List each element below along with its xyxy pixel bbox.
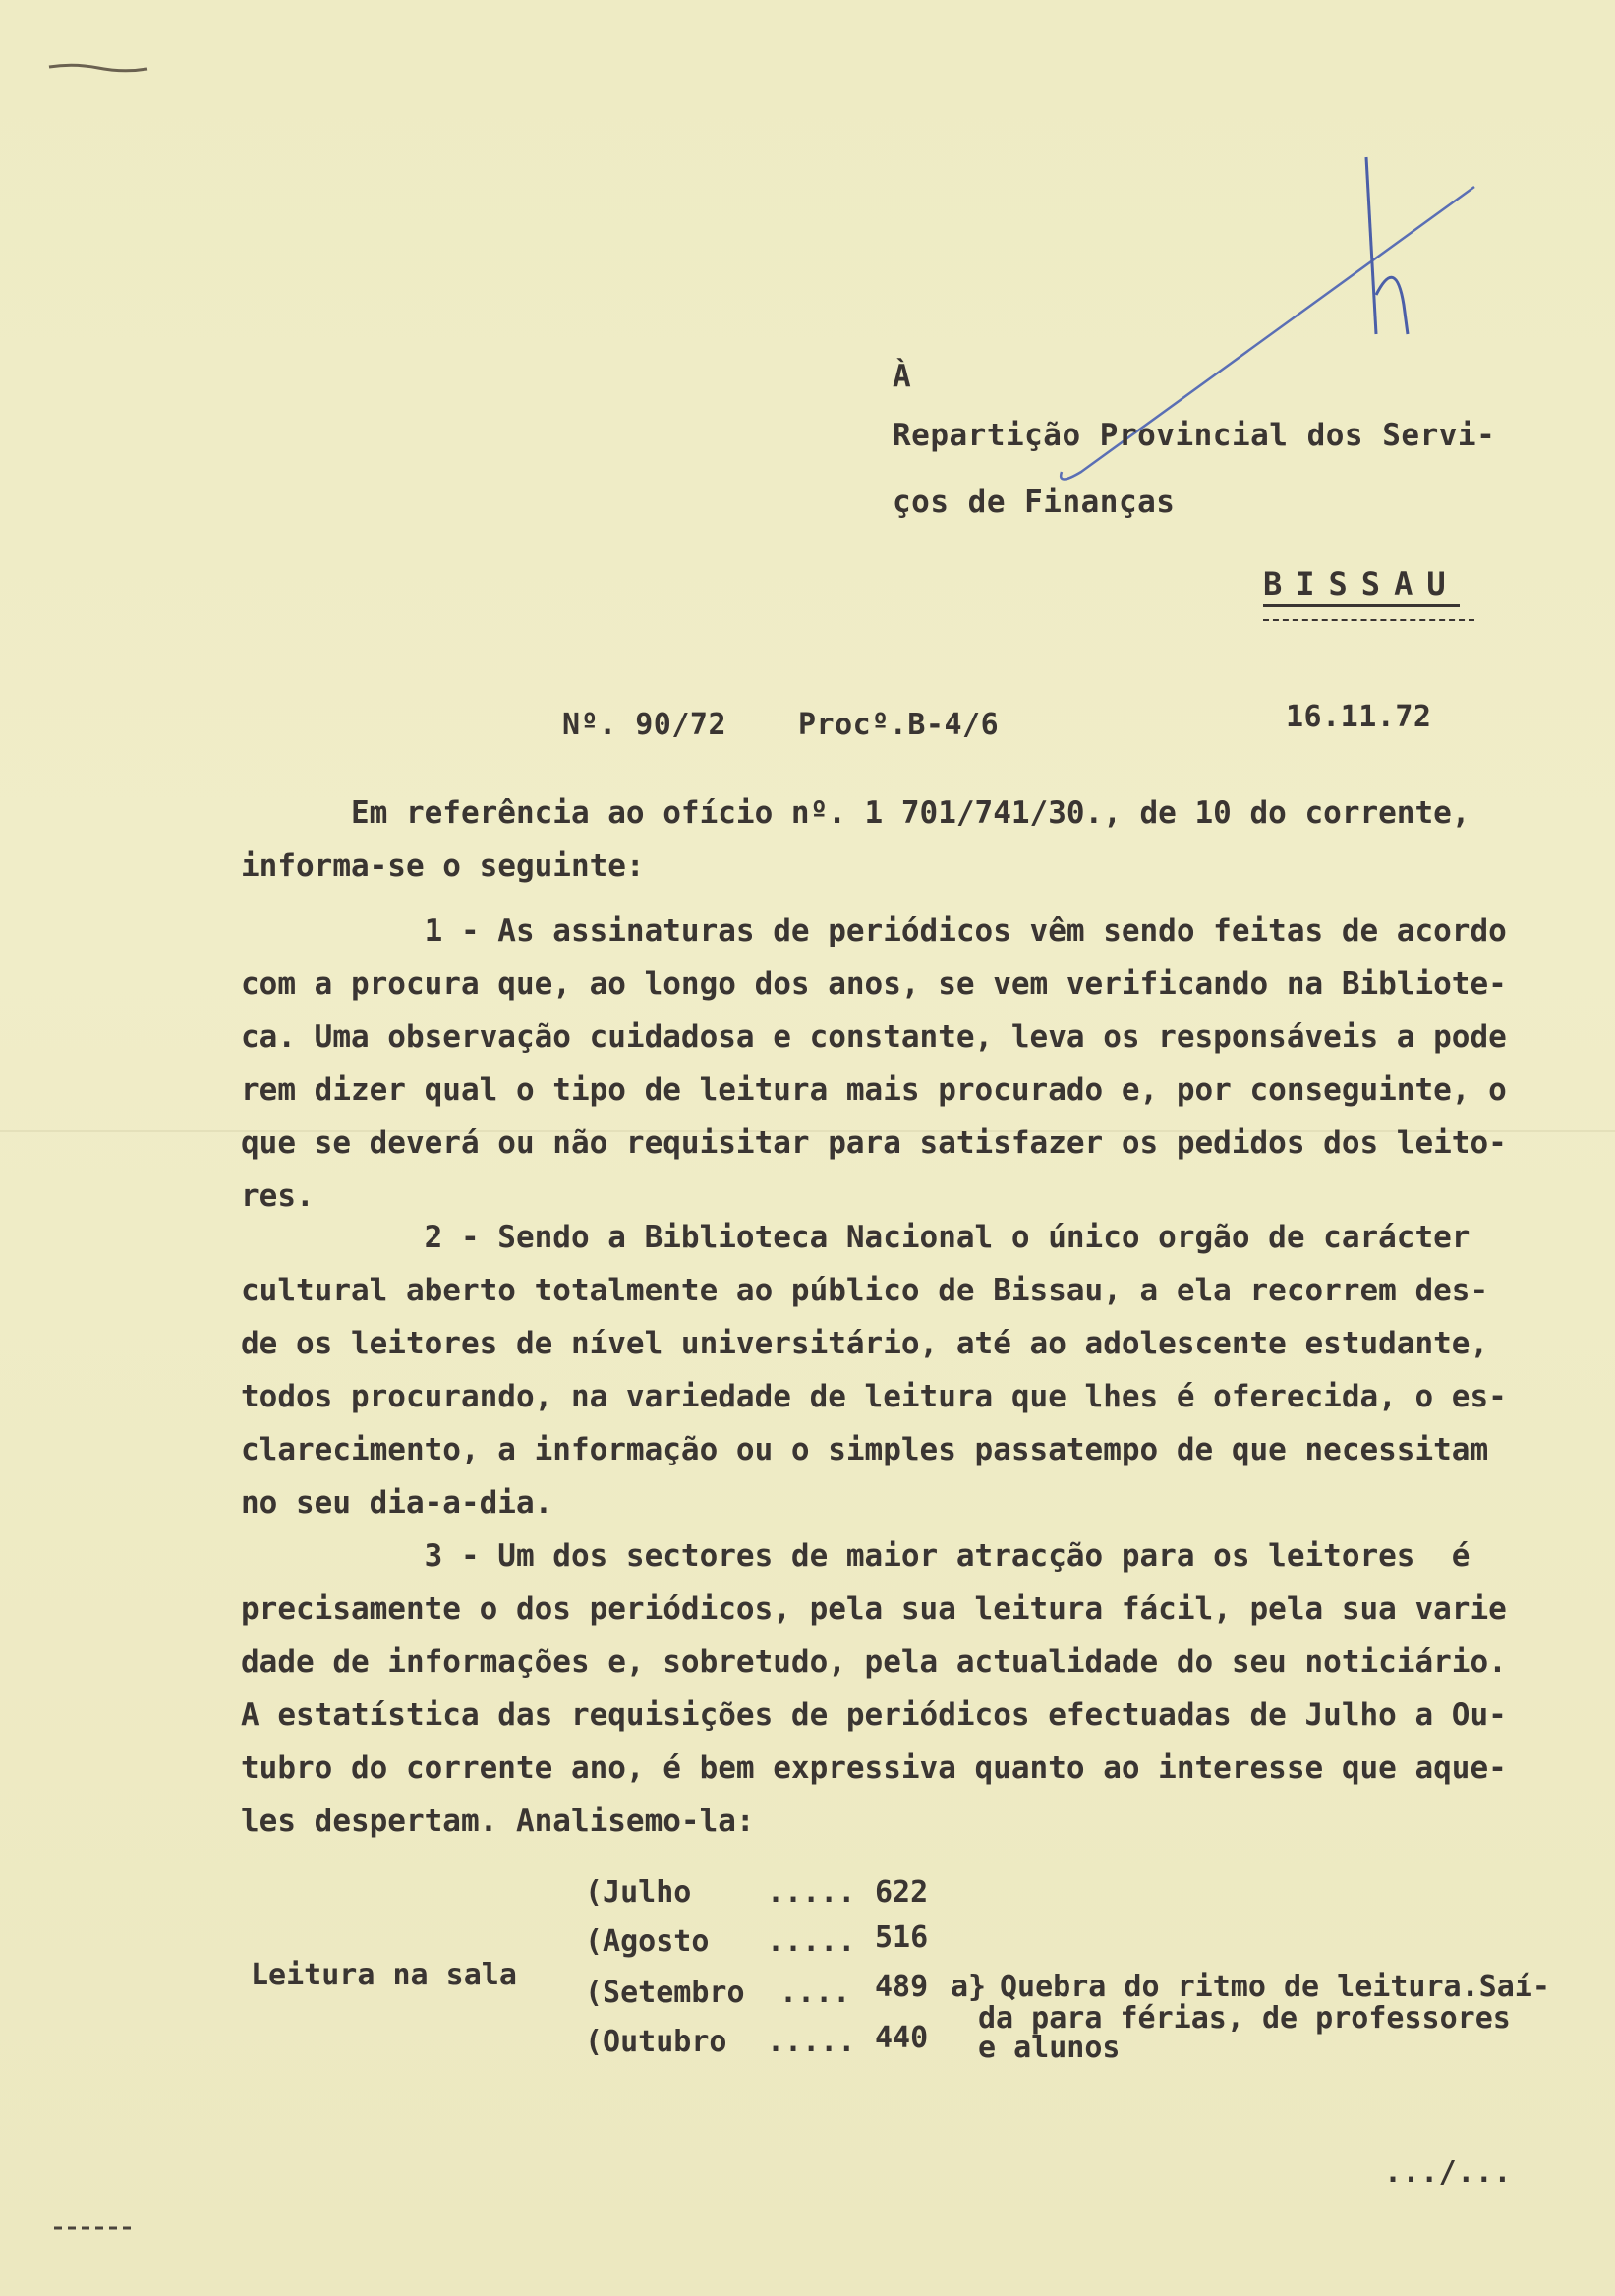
stats-month: (Julho	[585, 1875, 692, 1910]
stats-label: Leitura na sala	[251, 1958, 517, 1992]
intro-line: informa-se o seguinte:	[241, 848, 645, 884]
paragraph-1	[241, 904, 1607, 1223]
paragraph-line: de os leitores de nível universitário, até ao adolescente estudante,	[241, 1326, 1489, 1361]
stats-value: 622	[875, 1875, 929, 1910]
reference-date: 16.11.72	[1286, 700, 1432, 734]
stats-value: 516	[875, 1921, 929, 1955]
stats-dots: .....	[767, 1875, 856, 1910]
paragraph-line: 2 - Sendo a Biblioteca Nacional o único orgão de carácter	[241, 1220, 1471, 1255]
stats-note-marker: a}	[951, 1970, 987, 2004]
addressee-prefix: À	[893, 359, 912, 394]
reference-number: Nº. 90/72	[562, 708, 727, 742]
intro-line: Em referência ao ofício nº. 1 701/741/30., de 10 do corrente,	[241, 795, 1471, 831]
stats-dots: ....	[779, 1976, 851, 2010]
paragraph-line: cultural aberto totalmente ao público de Bissau, a ela recorrem des-	[241, 1273, 1489, 1308]
stats-month: (Outubro	[585, 2025, 727, 2059]
paragraph-line: 1 - As assinaturas de periódicos vêm sendo feitas de acordo	[241, 913, 1507, 948]
paragraph-line: que se deverá ou não requisitar para satisfazer os pedidos dos leito-	[241, 1125, 1507, 1161]
reference-process: Procº.B-4/6	[798, 708, 1000, 742]
paragraph-line: rem dizer qual o tipo de leitura mais procurado e, por conseguinte, o	[241, 1072, 1507, 1108]
paragraph-line: tubro do corrente ano, é bem expressiva quanto ao interesse que aque-	[241, 1751, 1507, 1786]
intro-paragraph	[241, 786, 1607, 892]
paragraph-line: 3 - Um dos sectores de maior atracção para os leitores é	[241, 1538, 1471, 1574]
city-double-underline	[1263, 619, 1474, 625]
paragraph-line: ca. Uma observação cuidadosa e constante, leva os responsáveis a pode	[241, 1019, 1507, 1055]
paragraph-line: precisamente o dos periódicos, pela sua leitura fácil, pela sua varie	[241, 1591, 1507, 1627]
stats-dots: .....	[767, 2025, 856, 2059]
paragraph-line: dade de informações e, sobretudo, pela actualidade do seu noticiário.	[241, 1644, 1507, 1680]
margin-ink-mark-bottom	[49, 2221, 138, 2235]
paragraph-line: res.	[241, 1178, 315, 1214]
paragraph-line: A estatística das requisições de periódicos efectuadas de Julho a Ou-	[241, 1697, 1507, 1733]
addressee-line-1: Repartição Provincial dos Servi-	[893, 418, 1496, 453]
reading-statistics	[251, 1867, 1607, 2103]
addressee-line-2: ços de Finanças	[893, 485, 1176, 520]
stats-note-line: Quebra do ritmo de leitura.Saí-	[1000, 1970, 1550, 2004]
paragraph-line: no seu dia-a-dia.	[241, 1485, 553, 1521]
stats-value: 489	[875, 1970, 929, 2004]
margin-ink-mark-top	[44, 59, 152, 79]
stats-dots: .....	[767, 1924, 856, 1959]
stats-note-line: da para férias, de professores	[978, 2001, 1511, 2036]
paragraph-2	[241, 1211, 1607, 1529]
continuation-mark: .../...	[1384, 2155, 1512, 2190]
stats-month: (Setembro	[585, 1976, 745, 2010]
stats-note-line: e alunos	[978, 2031, 1121, 2065]
addressee-city: BISSAU	[1263, 565, 1460, 607]
paragraph-line: clarecimento, a informação ou o simples passatempo de que necessitam	[241, 1432, 1489, 1467]
stats-value: 440	[875, 2021, 929, 2055]
paragraph-line: com a procura que, ao longo dos anos, se vem verificando na Bibliote-	[241, 966, 1507, 1002]
paragraph-line: todos procurando, na variedade de leitura que lhes é oferecida, o es-	[241, 1379, 1507, 1414]
paragraph-3	[241, 1529, 1607, 1848]
stats-month: (Agosto	[585, 1924, 710, 1959]
paragraph-line: les despertam. Analisemo-la:	[241, 1804, 755, 1839]
